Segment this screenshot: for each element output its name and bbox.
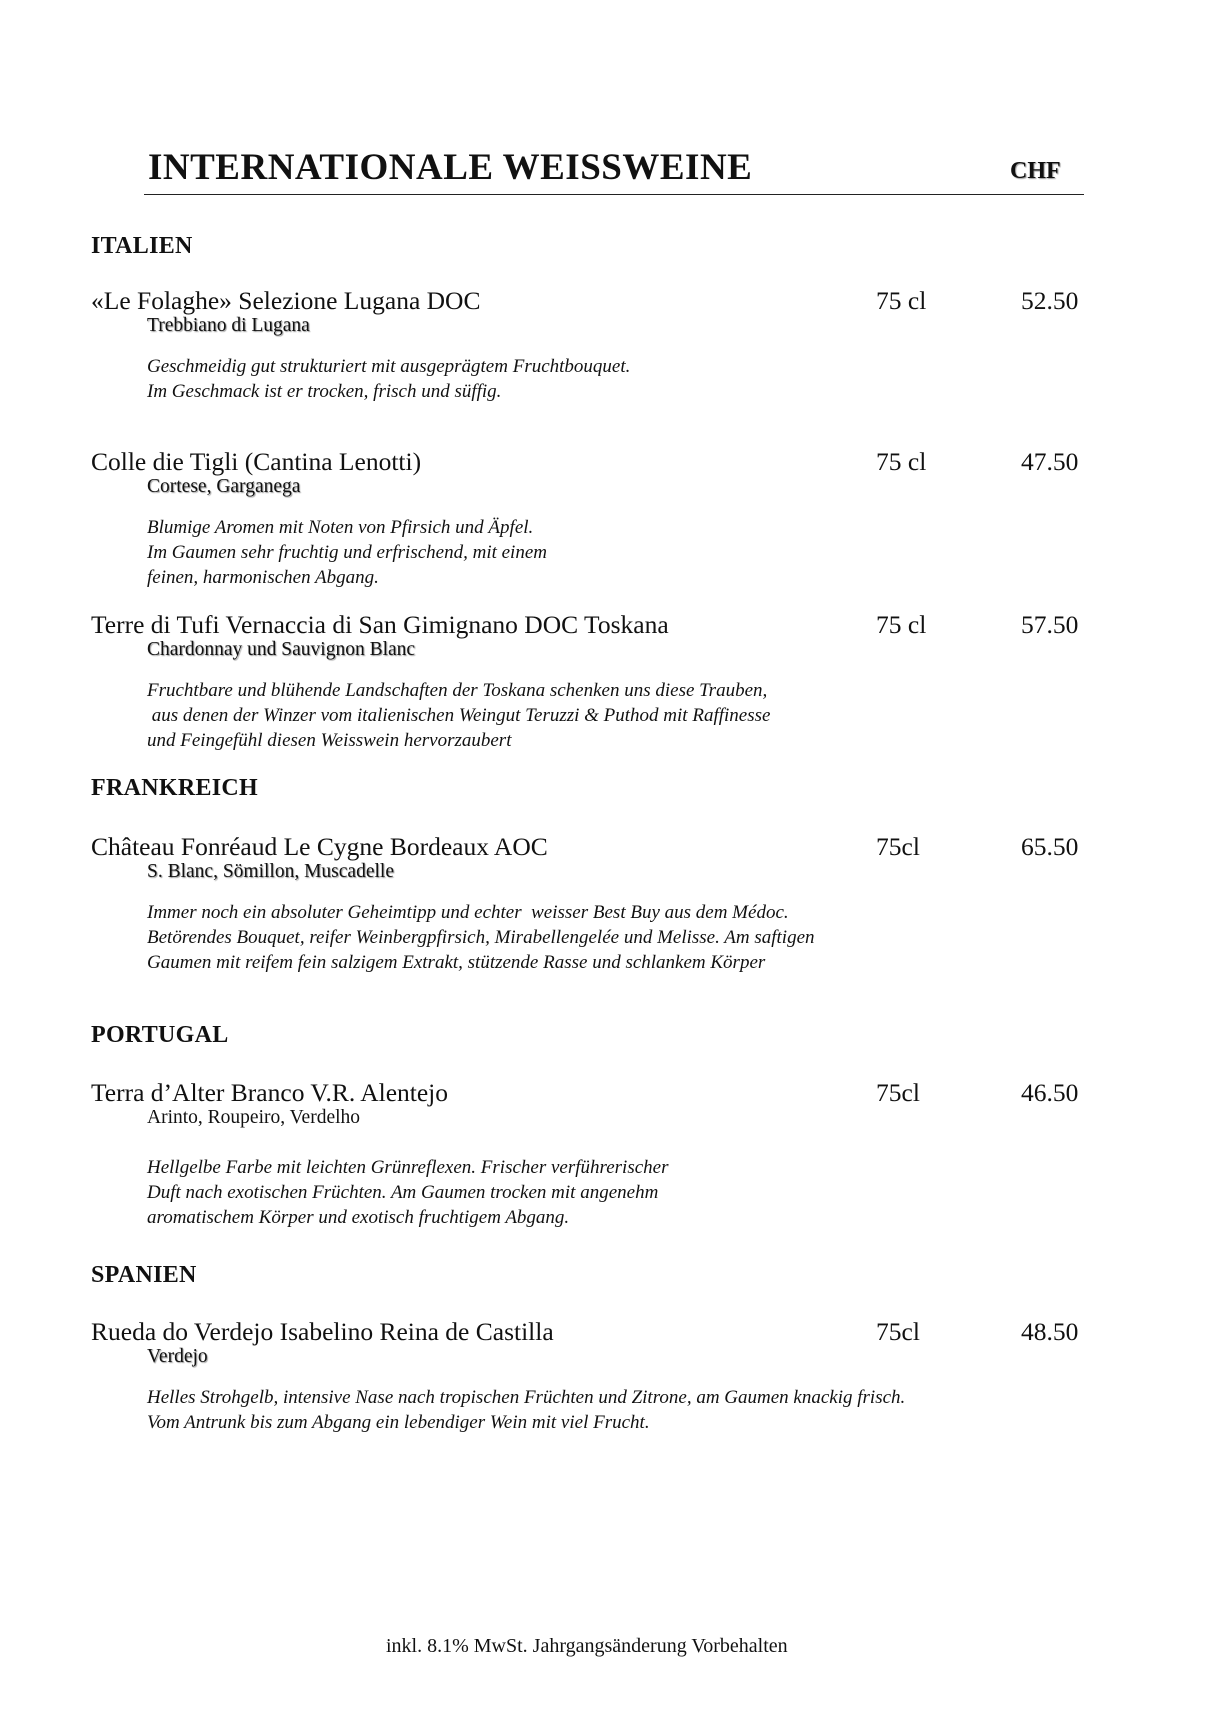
wine-grapes: Cortese, Garganega: [147, 476, 301, 497]
wine-name: Terre di Tufi Vernaccia di San Gimignano DOC Toskana: [91, 610, 669, 639]
country-heading: FRANKREICH: [91, 775, 259, 801]
wine-volume: 75 cl: [876, 610, 927, 639]
wine-description: Blumige Aromen mit Noten von Pfirsich und Äpfel. Im Gaumen sehr fruchtig und erfrischend, mit einem feinen, harmonischen Abgang.: [147, 517, 547, 588]
wine-grapes: Trebbiano di Lugana: [147, 315, 310, 336]
currency-label: CHF: [1010, 158, 1061, 184]
wine-grapes: Chardonnay und Sauvignon Blanc: [147, 639, 416, 660]
wine-grapes: Arinto, Roupeiro, Verdelho: [147, 1107, 361, 1128]
country-heading: SPANIEN: [91, 1262, 197, 1288]
wine-name: Château Fonréaud Le Cygne Bordeaux AOC: [91, 832, 548, 861]
wine-description: Geschmeidig gut strukturiert mit ausgeprägtem Fruchtbouquet. Im Geschmack ist er trocken, frisch und süffig.: [147, 356, 631, 402]
wine-price: 46.50: [1021, 1078, 1079, 1107]
wine-description: Helles Strohgelb, intensive Nase nach tropischen Früchten und Zitrone, am Gaumen knackig frisch. Vom Antrunk bis zum Abgang ein lebendiger Wein mit viel Frucht.: [147, 1387, 906, 1433]
footer-note: inkl. 8.1% MwSt. Jahrgangsänderung Vorbehalten: [386, 1635, 788, 1657]
wine-volume: 75cl: [876, 832, 920, 861]
wine-grapes: S. Blanc, Sömillon, Muscadelle: [147, 861, 394, 882]
wine-name: «Le Folaghe» Selezione Lugana DOC: [91, 286, 481, 315]
page-title: INTERNATIONALE WEISSWEINE: [148, 147, 753, 188]
wine-volume: 75cl: [876, 1078, 920, 1107]
wine-price: 65.50: [1021, 832, 1079, 861]
wine-description: Fruchtbare und blühende Landschaften der Toskana schenken uns diese Trauben, aus denen der Winzer vom italienischen Weingut Teruzzi & Puthod mit Raffinesse und Feingefühl diesen Weisswein hervorzaubert: [147, 680, 771, 751]
wine-name: Rueda do Verdejo Isabelino Reina de Castilla: [91, 1317, 554, 1346]
wine-volume: 75 cl: [876, 286, 927, 315]
wine-volume: 75 cl: [876, 447, 927, 476]
wine-name: Colle die Tigli (Cantina Lenotti): [91, 447, 422, 476]
wine-name: Terra d’Alter Branco V.R. Alentejo: [91, 1078, 449, 1107]
wine-price: 48.50: [1021, 1317, 1079, 1346]
page-header: [144, 144, 1084, 195]
country-heading: ITALIEN: [91, 233, 193, 259]
wine-price: 47.50: [1021, 447, 1079, 476]
wine-grapes: Verdejo: [147, 1346, 208, 1367]
wine-description: Immer noch ein absoluter Geheimtipp und echter weisser Best Buy aus dem Médoc. Betörendes Bouquet, reifer Weinbergpfirsich, Mirabellengelée und Melisse. Am saftigen Gaumen mit reifem fein salzigem Extrakt, stützende Rasse und schlankem Körper: [147, 902, 815, 973]
country-heading: PORTUGAL: [91, 1022, 229, 1048]
wine-volume: 75cl: [876, 1317, 920, 1346]
wine-price: 57.50: [1021, 610, 1079, 639]
wine-description: Hellgelbe Farbe mit leichten Grünreflexen. Frischer verführerischer Duft nach exotischen Früchten. Am Gaumen trocken mit angenehm aromatischem Körper und exotisch fruchtigem Abgang.: [147, 1157, 669, 1228]
wine-price: 52.50: [1021, 286, 1079, 315]
